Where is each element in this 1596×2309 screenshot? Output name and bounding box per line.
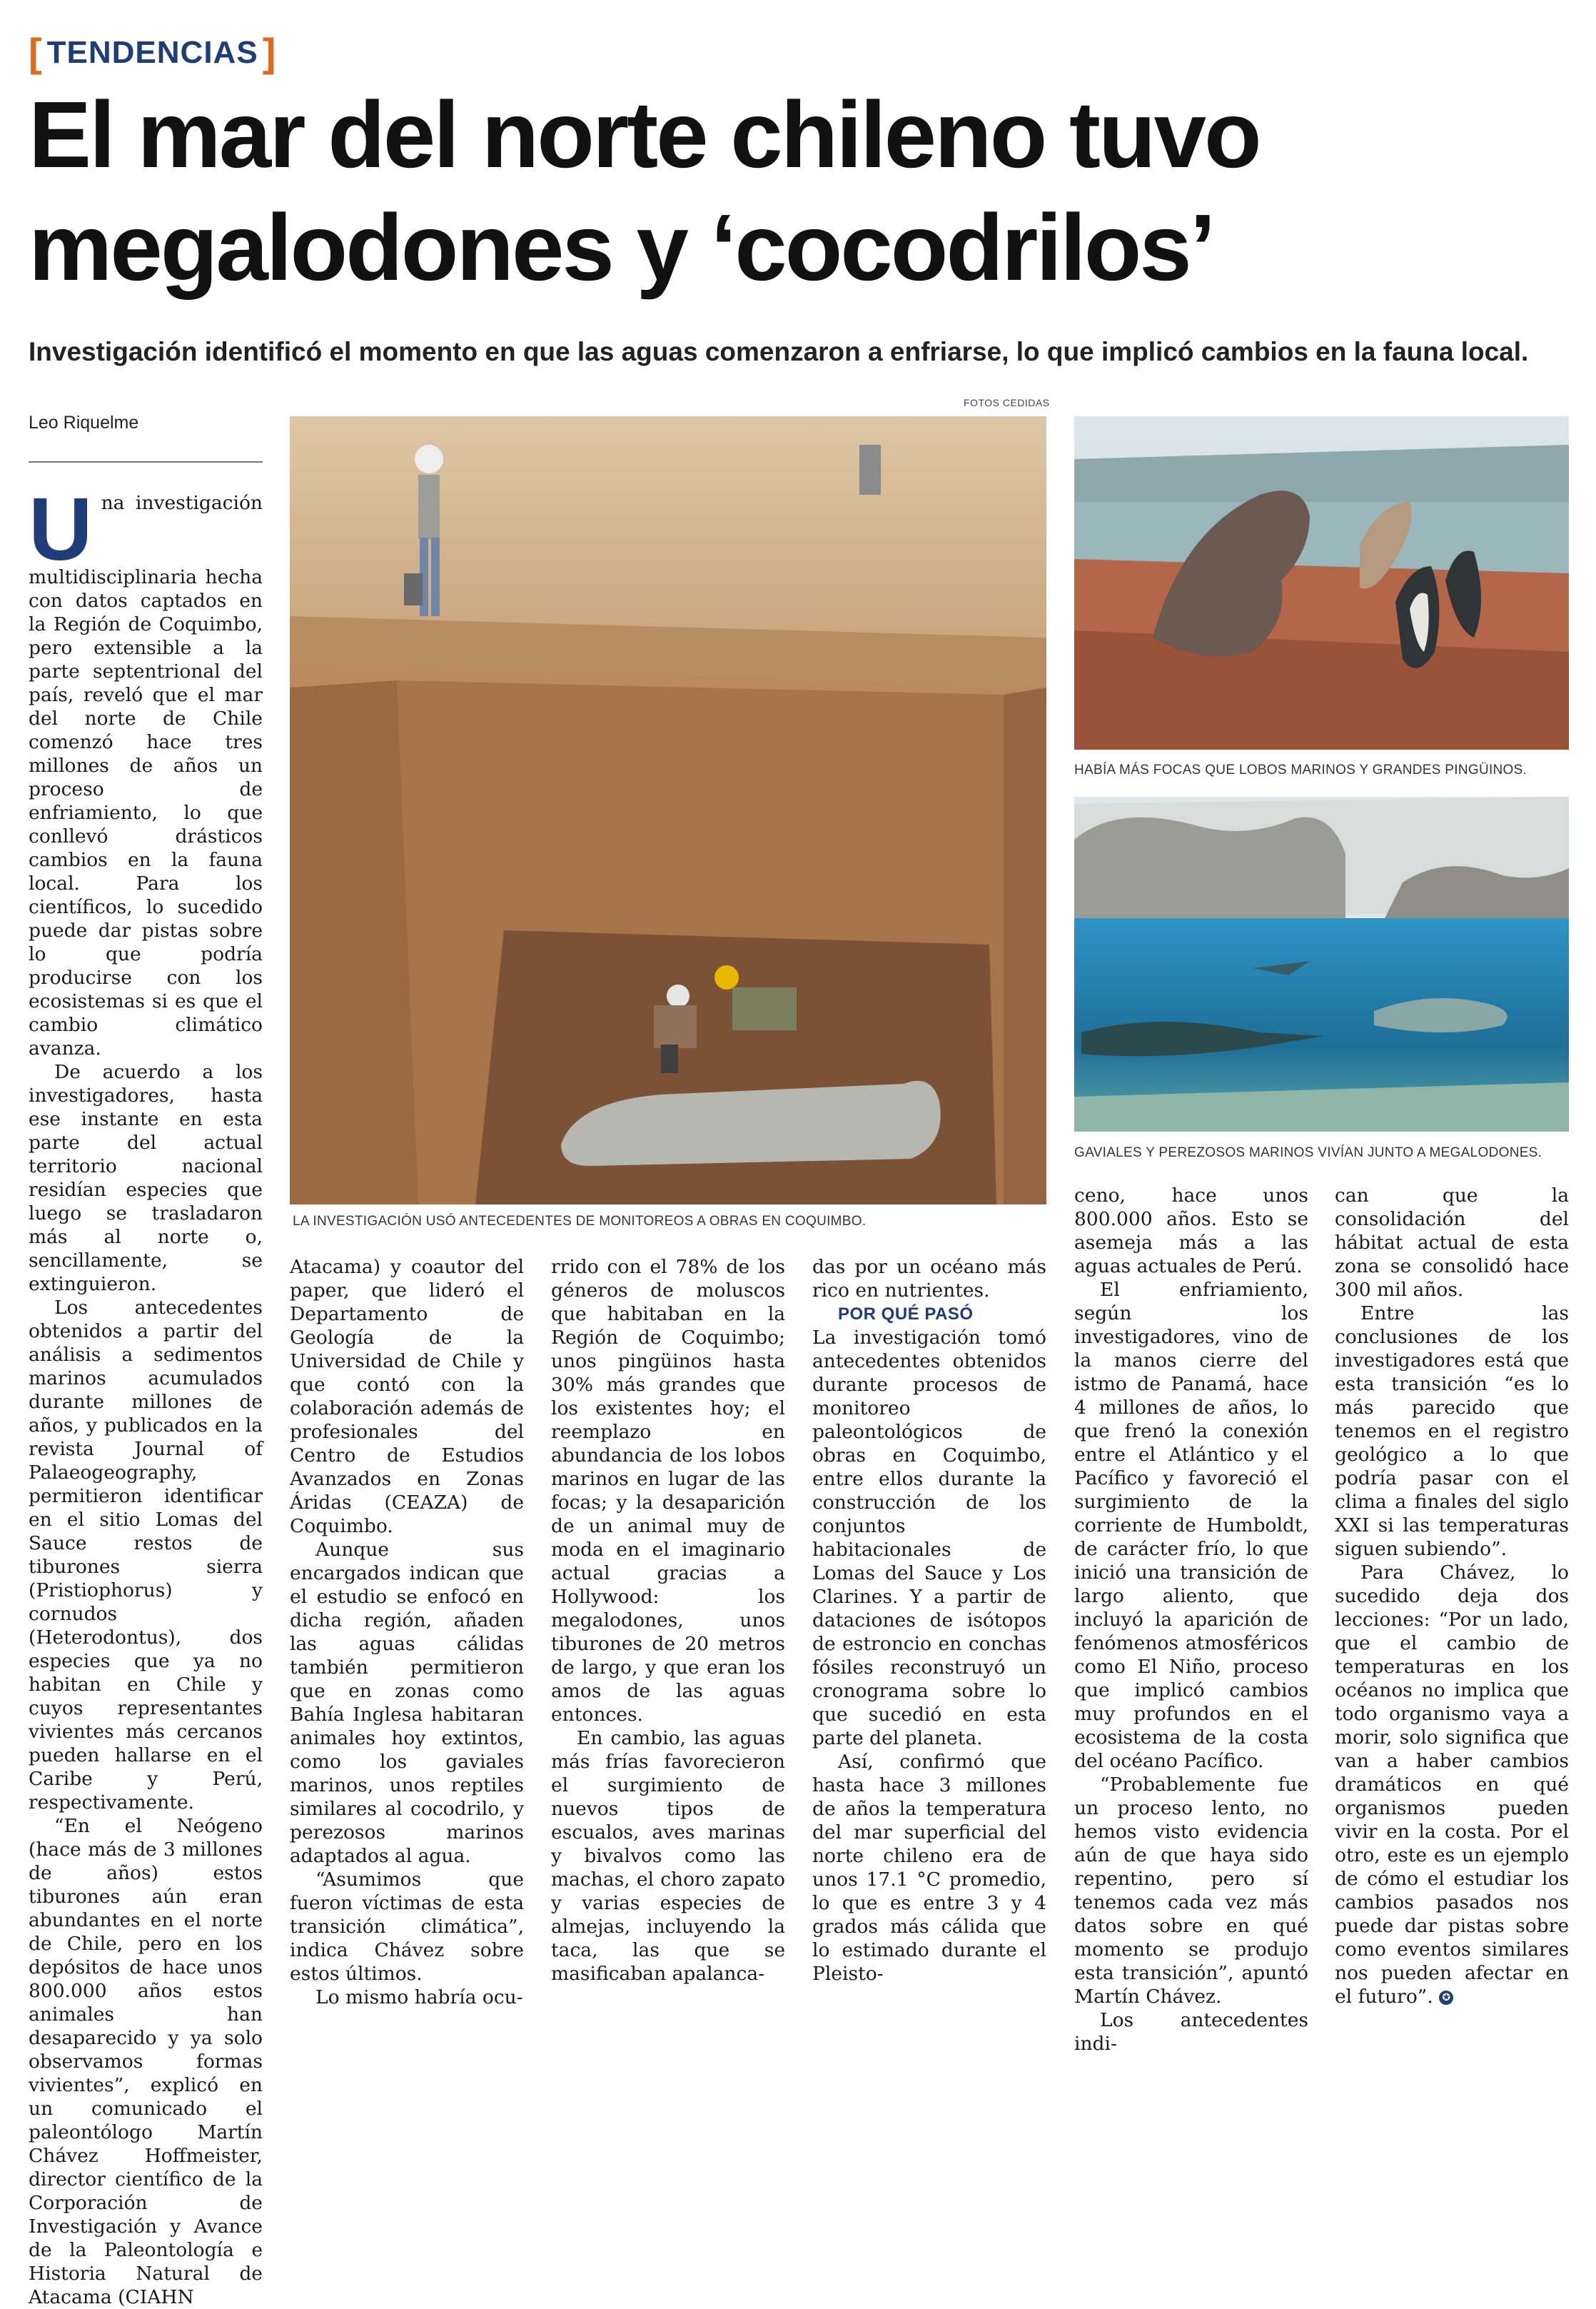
- paragraph: De acuerdo a los investigadores, hasta ese instante en esta parte del actual territorio nacional residían especies que luego se trasladaron más al norte o, sencillamente, se extinguieron.: [29, 1061, 263, 1295]
- paragraph: Los antecedentes indi-: [1074, 2009, 1308, 2055]
- paragraph: En cambio, las aguas más frías favorecieron el surgimiento de nuevos tipos de escualos, aves marinas y bivalvos como las machas, el choro zapato y varias especies de almejas, incluyendo la taca, las que se masificaban apalanca-: [551, 1727, 785, 1985]
- paragraph: “En el Neógeno (hace más de 3 millones de años) estos tiburones aún eran abundantes en el norte de Chile, pero en los depósitos de hace unos 800.000 años estos animales han desaparecido y ya solo observamos formas vivientes”, explicó en un comunicado el paleontólogo Martín Chávez Hoffmeister, director científico de la Corporación de Investigación y Avance de la Paleontología e Historia Natural de Atacama (CIAHN: [29, 1815, 263, 2308]
- subheadline: Investigación identificó el momento en que las aguas comenzaron a enfriarse, lo que implicó cambios en la fauna local.: [29, 337, 1529, 366]
- gavial-illustration: [1074, 797, 1569, 1132]
- article-column-2: [290, 1255, 524, 2009]
- paragraph: Entre las conclusiones de los investigadores está que esta transición “es lo más parecido que tenemos en el registro geológico a lo que podría pasar con el clima a finales del siglo XXI si las temperaturas siguen subiendo”.: [1335, 1302, 1569, 1560]
- caption-excavation: LA INVESTIGACIÓN USÓ ANTECEDENTES DE MONITOREOS A OBRAS EN COQUIMBO.: [293, 1214, 867, 1229]
- paragraph: La investigación tomó antecedentes obtenidos durante procesos de monitoreo paleontológicos de obras en Coquimbo, entre ellos durante la construcción de los conjuntos habitacionales de Lomas del Sauce y Los Clarines. Y a partir de dataciones de isótopos de estroncio en conchas fósiles reconstruyó un cronograma sobre lo que sucedió en esta parte del planeta.: [812, 1327, 1046, 1749]
- headline-line-1: El mar del norte chileno tuvo: [29, 82, 1260, 187]
- section-tag: [29, 31, 276, 74]
- paragraph: “Asumimos que fueron víctimas de esta transición climática”, indica Chávez sobre estos últimos.: [290, 1868, 524, 1985]
- paragraph: Los antecedentes obtenidos a partir del análisis a sedimentos marinos acumulados durante millones de años, y publicados en la revista Journal of Palaeogeography, permitieron identificar en el sitio Lomas del Sauce restos de tiburones sierra (Pristiophorus) y cornudos (Heterodontus), dos especies que ya no habitan en Chile y cuyos representantes vivientes más cercanos pueden hallarse en el Caribe y Perú, respectivamente.: [29, 1297, 263, 1814]
- article-column-4: [812, 1255, 1046, 1986]
- paragraph: can que la consolidación del hábitat actual de esta zona se consolidó hace 300 mil años.: [1335, 1184, 1569, 1301]
- byline-divider: [29, 461, 263, 463]
- paragraph: “Probablemente fue un proceso lento, no hemos visto evidencia aún de que haya sido repentino, pero sí tenemos cada vez más datos sobre en qué momento se produjo esta transición”, apuntó Martín Chávez.: [1074, 1774, 1308, 2008]
- article-column-1: [29, 481, 263, 2309]
- article-column-5: [1074, 1184, 1308, 2056]
- article-column-6: [1335, 1184, 1569, 2008]
- paragraph: Atacama) y coautor del paper, que lideró el Departamento de Geología de la Universidad de Chile y que contó con la colaboración además de profesionales del Centro de Estudios Avanzados en Zonas Áridas (CEAZA) de Coquimbo.: [290, 1256, 524, 1537]
- paragraph: das por un océano más rico en nutrientes.: [812, 1256, 1046, 1302]
- paragraph: Así, confirmó que hasta hace 3 millones de años la temperatura del mar superficial del norte chileno era de unos 17.1 °C promedio, lo que es entre 3 y 4 grados más cálida que lo estimado durante el Pleisto-: [812, 1751, 1046, 1985]
- paragraph: rrido con el 78% de los géneros de moluscos que habitaban en la Región de Coquimbo; unos pingüinos hasta 30% más grandes que los existentes hoy; el reemplazo en abundancia de los lobos marinos en lugar de las focas; y la desaparición de un animal muy de moda en el imaginario actual gracias a Hollywood: los megalodones, unos tiburones de 20 metros de largo, y que eran los amos de las aguas entonces.: [551, 1256, 785, 1726]
- paragraph: El enfriamiento, según los investigadores, vino de la manos cierre del istmo de Panamá, hace 4 millones de años, lo que frenó la conexión entre el Atlántico y el Pacífico y favoreció el surgimiento de la corriente de Humboldt, de carácter frío, lo que inició una transición de largo aliento, que incluyó la aparición de fenómenos atmosféricos como El Niño, proceso que implicó cambios muy profundos en el ecosistema de la costa del océano Pacífico.: [1074, 1279, 1308, 1772]
- headline-line-2: megalodones y ‘cocodrilos’: [29, 195, 1214, 300]
- headline: [29, 79, 1577, 304]
- paragraph: ceno, hace unos 800.000 años. Esto se asemeja más a las aguas actuales de Perú.: [1074, 1184, 1308, 1277]
- closing-text: Para Chávez, lo sucedido deja dos lecciones: “Por un lado, que el cambio de temperaturas en los océanos no implica que todo organismo vaya a morir, solo significa que van a haber cambios dramáticos en qué organismos pueden vivir en la costa. Por el otro, este es un ejemplo de cómo el estudiar los cambios pasados nos puede dar pistas sobre como eventos similares nos pueden afectar en el futuro”.: [1335, 1561, 1569, 2008]
- paragraph: Lo mismo habría ocu-: [315, 1986, 523, 2008]
- bracket-left: [: [29, 30, 43, 75]
- caption-gavial: GAVIALES Y PEREZOSOS MARINOS VIVÍAN JUNTO A MEGALODONES.: [1074, 1145, 1542, 1160]
- bracket-right: ]: [262, 30, 277, 75]
- drop-cap: U: [29, 481, 93, 579]
- lead-text: na investigación multidisciplinaria hecha con datos captados en la Región de Coquimbo, pero extensible a la parte septentrional del país, reveló que el mar del norte de Chile comenzó hace tres millones de años un proceso de enfriamiento, lo que conllevó drásticos cambios en la fauna local. Para los científicos, lo sucedido puede dar pistas sobre lo que podría producirse con los ecosistemas si es que el cambio climático avanza.: [29, 492, 263, 1060]
- caption-sea-lion: HABÍA MÁS FOCAS QUE LOBOS MARINOS Y GRANDES PINGÜINOS.: [1074, 763, 1527, 778]
- sea-lion-illustration: [1074, 416, 1569, 750]
- section-tag-label: TENDENCIAS: [46, 35, 258, 70]
- byline: Leo Riquelme: [29, 413, 139, 433]
- article-column-3: [551, 1255, 785, 1986]
- photo-credit: FOTOS CEDIDAS: [964, 397, 1050, 408]
- excavation-photo: [290, 416, 1046, 1204]
- end-mark-icon: ✪: [1439, 1991, 1453, 2005]
- paragraph: [1335, 1561, 1569, 2008]
- lead-paragraph: [29, 481, 263, 1060]
- section-subheading: POR QUÉ PASÓ: [838, 1304, 974, 1324]
- paragraph: Aunque sus encargados indican que el estudio se enfocó en dicha región, añaden las aguas cálidas también permitieron que en zonas como Bahía Inglesa habitaran animales hoy extintos, como los gaviales marinos, unos reptiles similares al cocodrilo, y perezosos marinos adaptados al agua.: [290, 1539, 524, 1867]
